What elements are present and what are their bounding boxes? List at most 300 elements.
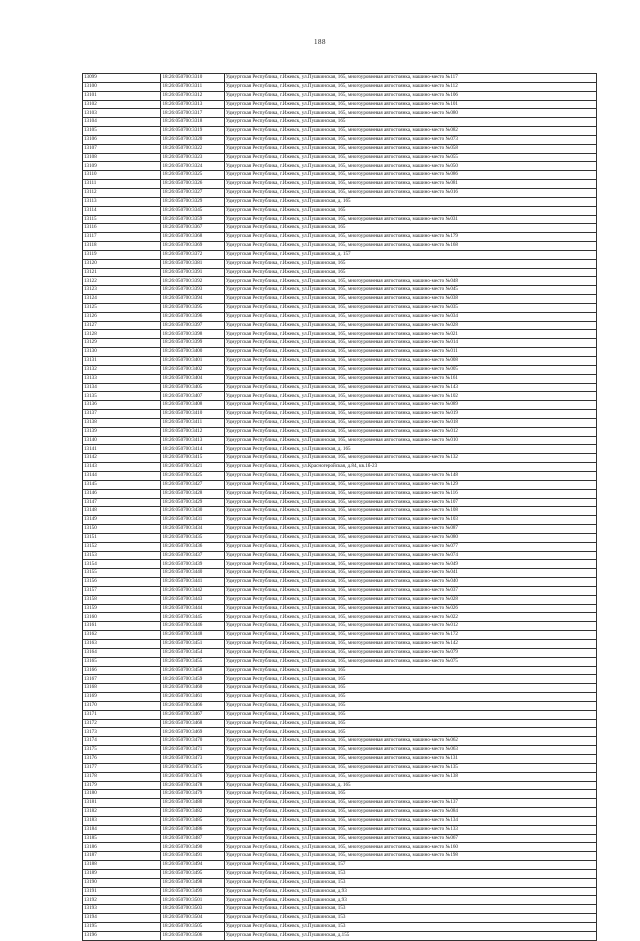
row-number-cell: 13141 (83, 445, 161, 454)
address-cell: Удмуртская Республика, г.Ижевск, ул.Пушкинская, 165 (224, 790, 596, 799)
row-number-cell: 13156 (83, 578, 161, 587)
row-number-cell: 13160 (83, 613, 161, 622)
address-cell: Удмуртская Республика, г.Ижевск, ул.Пушкинская, 165, многоуровневая автостоянка, машино-место №062 (224, 737, 596, 746)
address-cell: Удмуртская Республика, г.Ижевск, ул.Пушкинская, 165, многоуровневая автостоянка, машино-место №089 (224, 401, 596, 410)
cadastral-number-cell: 18:26:050700:3392 (161, 277, 224, 286)
cadastral-number-cell: 18:26:050700:3317 (161, 109, 224, 118)
cadastral-number-cell: 18:26:050700:3404 (161, 374, 224, 383)
row-number-cell: 13180 (83, 790, 161, 799)
address-cell: Удмуртская Республика, г.Ижевск, ул.Пушкинская, 165, многоуровневая автостоянка, машино-место №075 (224, 657, 596, 666)
row-number-cell: 13115 (83, 215, 161, 224)
cadastral-number-cell: 18:26:050700:3444 (161, 604, 224, 613)
address-cell: Удмуртская Республика, г.Ижевск, ул.Пушкинская, 165, многоуровневая автостоянка, машино-место №038 (224, 295, 596, 304)
row-number-cell: 13176 (83, 754, 161, 763)
row-number-cell: 13125 (83, 303, 161, 312)
address-cell: Удмуртская Республика, г.Ижевск, ул.Пушкинская, 165 (224, 710, 596, 719)
table-row (83, 303, 597, 312)
address-cell: Удмуртская Республика, г.Ижевск, ул.Пушкинская, 165 (224, 206, 596, 215)
table-row (83, 825, 597, 834)
row-number-cell: 13106 (83, 135, 161, 144)
cadastral-number-cell: 18:26:050700:3455 (161, 657, 224, 666)
address-cell: Удмуртская Республика, г.Ижевск, ул.Пушкинская, 165, многоуровневая автостоянка, машино-место №077 (224, 542, 596, 551)
table-row (83, 471, 597, 480)
address-cell: Удмуртская Республика, г.Ижевск, ул.Пушкинская, д.155 (224, 931, 596, 940)
cadastral-number-cell: 18:26:050700:3451 (161, 640, 224, 649)
address-cell: Удмуртская Республика, г.Ижевск, ул.Пушкинская, 165, многоуровневая автостоянка, машино-место №012 (224, 622, 596, 631)
table-row (83, 401, 597, 410)
table-row (83, 259, 597, 268)
address-cell: Удмуртская Республика, г.Ижевск, ул.Пушкинская, 165, многоуровневая автостоянка, машино-место №101 (224, 100, 596, 109)
address-cell: Удмуртская Республика, г.Ижевск, ул.Пушкинская, 165 (224, 268, 596, 277)
table-row (83, 286, 597, 295)
row-number-cell: 13178 (83, 772, 161, 781)
row-number-cell: 13194 (83, 914, 161, 923)
row-number-cell: 13152 (83, 542, 161, 551)
table-row (83, 569, 597, 578)
cadastral-number-cell: 18:26:050700:3485 (161, 816, 224, 825)
cadastral-number-cell: 18:26:050700:3506 (161, 931, 224, 940)
cadastral-number-cell: 18:26:050700:3319 (161, 127, 224, 136)
address-cell: Удмуртская Республика, г.Ижевск, ул.Пушкинская, 165, многоуровневая автостоянка, машино-место №011 (224, 348, 596, 357)
address-cell: Удмуртская Республика, г.Ижевск, ул.Пушкинская, 165 (224, 728, 596, 737)
table-row (83, 640, 597, 649)
row-number-cell: 13099 (83, 74, 161, 83)
cadastral-number-cell: 18:26:050700:3345 (161, 206, 224, 215)
row-number-cell: 13102 (83, 100, 161, 109)
cadastral-number-cell: 18:26:050700:3440 (161, 569, 224, 578)
cadastral-number-cell: 18:26:050700:3435 (161, 533, 224, 542)
table-row (83, 542, 597, 551)
row-number-cell: 13187 (83, 852, 161, 861)
table-row (83, 586, 597, 595)
address-cell: Удмуртская Республика, г.Ижевск, ул.Пушкинская, 165, многоуровневая автостоянка, машино-место №034 (224, 312, 596, 321)
cadastral-number-cell: 18:26:050700:3431 (161, 516, 224, 525)
table-row (83, 312, 597, 321)
address-cell: Удмуртская Республика, г.Ижевск, ул.Пушкинская, 165, многоуровневая автостоянка, машино-место №168 (224, 242, 596, 251)
cadastral-number-cell: 18:26:050700:3402 (161, 365, 224, 374)
table-row (83, 675, 597, 684)
table-row (83, 480, 597, 489)
address-cell: Удмуртская Республика, г.Ижевск, ул.Пушкинская, 165, многоуровневая автостоянка, машино-место №012 (224, 427, 596, 436)
row-number-cell: 13111 (83, 180, 161, 189)
cadastral-number-cell: 18:26:050700:3414 (161, 445, 224, 454)
address-cell: Удмуртская Республика, г.Ижевск, ул.Пушкинская, 165, многоуровневая автостоянка, машино-место №198 (224, 852, 596, 861)
address-cell: Удмуртская Республика, г.Ижевск, ул.Пушкинская, 165, многоуровневая автостоянка, машино-место №008 (224, 357, 596, 366)
row-number-cell: 13123 (83, 286, 161, 295)
row-number-cell: 13116 (83, 224, 161, 233)
row-number-cell: 13172 (83, 719, 161, 728)
table-row (83, 109, 597, 118)
row-number-cell: 13183 (83, 816, 161, 825)
address-cell: Удмуртская Республика, г.Ижевск, ул.Пушкинская, 165, многоуровневая автостоянка, машино-место №102 (224, 392, 596, 401)
address-cell: Удмуртская Республика, г.Ижевск, ул.Пушкинская, 153 (224, 914, 596, 923)
address-cell: Удмуртская Республика, г.Ижевск, ул.Пушкинская, 165, многоуровневая автостоянка, машино-место №081 (224, 180, 596, 189)
table-row (83, 878, 597, 887)
row-number-cell: 13184 (83, 825, 161, 834)
cadastral-number-cell: 18:26:050700:3325 (161, 171, 224, 180)
row-number-cell: 13165 (83, 657, 161, 666)
address-cell: Удмуртская Республика, г.Ижевск, ул.Пушкинская, 165, многоуровневая автостоянка, машино-место №028 (224, 595, 596, 604)
cadastral-number-cell: 18:26:050700:3486 (161, 825, 224, 834)
table-row (83, 657, 597, 666)
cadastral-number-cell: 18:26:050700:3459 (161, 675, 224, 684)
cadastral-number-cell: 18:26:050700:3415 (161, 454, 224, 463)
row-number-cell: 13189 (83, 869, 161, 878)
row-number-cell: 13104 (83, 118, 161, 127)
cadastral-number-cell: 18:26:050700:3443 (161, 595, 224, 604)
row-number-cell: 13135 (83, 392, 161, 401)
cadastral-number-cell: 18:26:050700:3501 (161, 896, 224, 905)
cadastral-number-cell: 18:26:050700:3421 (161, 463, 224, 472)
row-number-cell: 13193 (83, 905, 161, 914)
address-cell: Удмуртская Республика, г.Ижевск, ул.Пушкинская, 165, многоуровневая автостоянка, машино-место №040 (224, 578, 596, 587)
row-number-cell: 13112 (83, 188, 161, 197)
row-number-cell: 13188 (83, 861, 161, 870)
row-number-cell: 13186 (83, 843, 161, 852)
cadastral-number-cell: 18:26:050700:3311 (161, 82, 224, 91)
address-cell: Удмуртская Республика, г.Ижевск, ул.Пушкинская, 165 (224, 118, 596, 127)
address-cell: Удмуртская Республика, г.Ижевск, ул.Пушкинская, 165, многоуровневая автостоянка, машино-место №050 (224, 162, 596, 171)
cadastral-number-cell: 18:26:050700:3470 (161, 737, 224, 746)
table-row (83, 781, 597, 790)
cadastral-number-cell: 18:26:050700:3491 (161, 852, 224, 861)
address-cell: Удмуртская Республика, г.Ижевск, ул.Пушкинская, 153 (224, 923, 596, 932)
address-cell: Удмуртская Республика, г.Ижевск, ул.Пушкинская, 165, многоуровневая автостоянка, машино-место №108 (224, 507, 596, 516)
table-row (83, 516, 597, 525)
address-cell: Удмуртская Республика, г.Ижевск, ул.Пушкинская, 165, многоуровневая автостоянка, машино-место №074 (224, 551, 596, 560)
address-cell: Удмуртская Республика, г.Ижевск, ул.Пушкинская, 165 (224, 666, 596, 675)
page-number: 188 (314, 38, 326, 46)
cadastral-number-cell: 18:26:050700:3434 (161, 525, 224, 534)
address-cell: Удмуртская Республика, г.Ижевск, ул.Пушкинская, 165 (224, 701, 596, 710)
row-number-cell: 13119 (83, 250, 161, 259)
table-row (83, 861, 597, 870)
table-row (83, 330, 597, 339)
row-number-cell: 13169 (83, 693, 161, 702)
table-row (83, 233, 597, 242)
row-number-cell: 13151 (83, 533, 161, 542)
row-number-cell: 13126 (83, 312, 161, 321)
table-row (83, 436, 597, 445)
address-cell: Удмуртская Республика, г.Ижевск, ул.Пушкинская, д. 165 (224, 197, 596, 206)
address-cell: Удмуртская Республика, г.Ижевск, ул.Пушкинская, 165, многоуровневая автостоянка, машино-место №172 (224, 631, 596, 640)
table-row (83, 666, 597, 675)
row-number-cell: 13163 (83, 640, 161, 649)
row-number-cell: 13191 (83, 887, 161, 896)
address-cell: Удмуртская Республика, г.Ижевск, ул.Пушкинская, 165, многоуровневая автостоянка, машино-место №058 (224, 144, 596, 153)
cadastral-number-cell: 18:26:050700:3505 (161, 923, 224, 932)
table-row (83, 498, 597, 507)
table-row (83, 595, 597, 604)
row-number-cell: 13171 (83, 710, 161, 719)
table-row (83, 224, 597, 233)
table-row (83, 914, 597, 923)
address-cell: Удмуртская Республика, г.Ижевск, ул.Пушкинская, 165, многоуровневая автостоянка, машино-место №160 (224, 843, 596, 852)
address-cell: Удмуртская Республика, г.Ижевск, ул.Пушкинская, 165, многоуровневая автостоянка, машино-место №134 (224, 816, 596, 825)
cadastral-number-cell: 18:26:050700:3425 (161, 471, 224, 480)
row-number-cell: 13124 (83, 295, 161, 304)
cadastral-number-cell: 18:26:050700:3427 (161, 480, 224, 489)
address-cell: Удмуртская Республика, г.Ижевск, ул.Пушкинская, 165 (224, 224, 596, 233)
address-cell: Удмуртская Республика, г.Ижевск, ул.Пушкинская, 165, многоуровневая автостоянка, машино-место №106 (224, 91, 596, 100)
table-row (83, 242, 597, 251)
cadastral-number-cell: 18:26:050700:3413 (161, 436, 224, 445)
table-row (83, 197, 597, 206)
address-cell: Удмуртская Республика, г.Ижевск, ул.Пушкинская, 165, многоуровневая автостоянка, машино-место №086 (224, 171, 596, 180)
address-cell: Удмуртская Республика, г.Ижевск, ул.Пушкинская, 165, многоуровневая автостоянка, машино-место №041 (224, 569, 596, 578)
address-cell: Удмуртская Республика, г.Ижевск, ул.Пушкинская, 165, многоуровневая автостоянка, машино-место №179 (224, 233, 596, 242)
cadastral-number-cell: 18:26:050700:3442 (161, 586, 224, 595)
table-row (83, 427, 597, 436)
cadastral-number-cell: 18:26:050700:3396 (161, 312, 224, 321)
row-number-cell: 13166 (83, 666, 161, 675)
table-row (83, 869, 597, 878)
cadastral-number-cell: 18:26:050700:3399 (161, 339, 224, 348)
row-number-cell: 13136 (83, 401, 161, 410)
row-number-cell: 13158 (83, 595, 161, 604)
row-number-cell: 13118 (83, 242, 161, 251)
register-body (83, 74, 597, 941)
address-cell: Удмуртская Республика, г.Ижевск, ул.Пушкинская, 165, многоуровневая автостоянка, машино-место №010 (224, 436, 596, 445)
row-number-cell: 13117 (83, 233, 161, 242)
table-row (83, 808, 597, 817)
table-row (83, 931, 597, 940)
register-table (82, 73, 597, 941)
row-number-cell: 13192 (83, 896, 161, 905)
address-cell: Удмуртская Республика, г.Ижевск, ул.Пушкинская, 165, многоуровневая автостоянка, машино-место №137 (224, 799, 596, 808)
cadastral-number-cell: 18:26:050700:3445 (161, 613, 224, 622)
cadastral-number-cell: 18:26:050700:3448 (161, 631, 224, 640)
table-row (83, 206, 597, 215)
table-row (83, 887, 597, 896)
address-cell: Удмуртская Республика, г.Ижевск, ул.Пушкинская, д.93 (224, 896, 596, 905)
cadastral-number-cell: 18:26:050700:3495 (161, 869, 224, 878)
address-cell: Удмуртская Республика, г.Ижевск, ул.Пушкинская, д. 157 (224, 250, 596, 259)
cadastral-number-cell: 18:26:050700:3482 (161, 808, 224, 817)
address-cell: Удмуртская Республика, г.Ижевск, ул.Пушкинская, 153 (224, 905, 596, 914)
table-row (83, 162, 597, 171)
row-number-cell: 13138 (83, 418, 161, 427)
row-number-cell: 13139 (83, 427, 161, 436)
address-cell: Удмуртская Республика, г.Ижевск, ул.Пушкинская, 165 (224, 259, 596, 268)
row-number-cell: 13162 (83, 631, 161, 640)
address-cell: Удмуртская Республика, г.Ижевск, ул.Пушкинская, 165, многоуровневая автостоянка, машино-место №143 (224, 383, 596, 392)
table-row (83, 410, 597, 419)
address-cell: Удмуртская Республика, г.Ижевск, ул.Пушкинская, 165, многоуровневая автостоянка, машино-место №073 (224, 135, 596, 144)
table-row (83, 790, 597, 799)
cadastral-number-cell: 18:26:050700:3503 (161, 905, 224, 914)
row-number-cell: 13164 (83, 648, 161, 657)
address-cell: Удмуртская Республика, г.Ижевск, ул.Пушкинская, 165, многоуровневая автостоянка, машино-место №079 (224, 648, 596, 657)
address-cell: Удмуртская Республика, г.Ижевск, ул.Пушкинская, 165, многоуровневая автостоянка, машино-место №055 (224, 153, 596, 162)
cadastral-number-cell: 18:26:050700:3480 (161, 799, 224, 808)
address-cell: Удмуртская Республика, г.Ижевск, ул.Пушкинская, 153 (224, 878, 596, 887)
row-number-cell: 13105 (83, 127, 161, 136)
address-cell: Удмуртская Республика, г.Ижевск, ул.Пушкинская, 165, многоуровневая автостоянка, машино-место №103 (224, 516, 596, 525)
cadastral-number-cell: 18:26:050700:3326 (161, 180, 224, 189)
table-row (83, 754, 597, 763)
address-cell: Удмуртская Республика, г.Ижевск, ул.Пушкинская, 165, многоуровневая автостоянка, машино-место №082 (224, 127, 596, 136)
table-row (83, 215, 597, 224)
row-number-cell: 13129 (83, 339, 161, 348)
table-row (83, 277, 597, 286)
address-cell: Удмуртская Республика, г.Ижевск, ул.Пушкинская, 165, многоуровневая автостоянка, машино-место №028 (224, 321, 596, 330)
table-row (83, 507, 597, 516)
cadastral-number-cell: 18:26:050700:3461 (161, 693, 224, 702)
cadastral-number-cell: 18:26:050700:3400 (161, 348, 224, 357)
row-number-cell: 13179 (83, 781, 161, 790)
row-number-cell: 13110 (83, 171, 161, 180)
row-number-cell: 13190 (83, 878, 161, 887)
row-number-cell: 13142 (83, 454, 161, 463)
address-cell: Удмуртская Республика, г.Ижевск, ул.Пушкинская, 165, многоуровневая автостоянка, машино-место №133 (224, 825, 596, 834)
cadastral-number-cell: 18:26:050700:3441 (161, 578, 224, 587)
cadastral-number-cell: 18:26:050700:3499 (161, 887, 224, 896)
address-cell: Удмуртская Республика, г.Ижевск, ул.Пушкинская, 165, многоуровневая автостоянка, машино-место №049 (224, 560, 596, 569)
cadastral-number-cell: 18:26:050700:3397 (161, 321, 224, 330)
row-number-cell: 13159 (83, 604, 161, 613)
address-cell: Удмуртская Республика, г.Ижевск, ул.Пушкинская, 165, многоуровневая автостоянка, машино-место №031 (224, 215, 596, 224)
address-cell: Удмуртская Республика, г.Ижевск, ул.Пушкинская, 165, многоуровневая автостоянка, машино-место №048 (224, 277, 596, 286)
cadastral-number-cell: 18:26:050700:3458 (161, 666, 224, 675)
address-cell: Удмуртская Республика, г.Ижевск, ул.Пушкинская, 165, многоуровневая автостоянка, машино-место №135 (224, 763, 596, 772)
cadastral-number-cell: 18:26:050700:3504 (161, 914, 224, 923)
table-row (83, 923, 597, 932)
address-cell: Удмуртская Республика, г.Ижевск, ул.Пушкинская, 165, многоуровневая автостоянка, машино-место №084 (224, 808, 596, 817)
table-row (83, 533, 597, 542)
row-number-cell: 13161 (83, 622, 161, 631)
address-cell: Удмуртская Республика, г.Ижевск, ул.Пушкинская, 165, многоуровневая автостоянка, машино-место №022 (224, 613, 596, 622)
row-number-cell: 13114 (83, 206, 161, 215)
table-row (83, 551, 597, 560)
address-cell: Удмуртская Республика, г.Ижевск, ул.Пушкинская, 165, многоуровневая автостоянка, машино-место №080 (224, 533, 596, 542)
cadastral-number-cell: 18:26:050700:3437 (161, 551, 224, 560)
table-row (83, 578, 597, 587)
row-number-cell: 13127 (83, 321, 161, 330)
row-number-cell: 13108 (83, 153, 161, 162)
row-number-cell: 13103 (83, 109, 161, 118)
cadastral-number-cell: 18:26:050700:3312 (161, 91, 224, 100)
table-row (83, 728, 597, 737)
row-number-cell: 13155 (83, 569, 161, 578)
row-number-cell: 13185 (83, 834, 161, 843)
cadastral-number-cell: 18:26:050700:3467 (161, 710, 224, 719)
address-cell: Удмуртская Республика, г.Ижевск, ул.Пушкинская, 165, многоуровневая автостоянка, машино-место №035 (224, 303, 596, 312)
table-row (83, 843, 597, 852)
cadastral-number-cell: 18:26:050700:3329 (161, 197, 224, 206)
table-row (83, 295, 597, 304)
cadastral-number-cell: 18:26:050700:3401 (161, 357, 224, 366)
row-number-cell: 13174 (83, 737, 161, 746)
table-row (83, 118, 597, 127)
row-number-cell: 13140 (83, 436, 161, 445)
table-row (83, 648, 597, 657)
table-row (83, 737, 597, 746)
cadastral-number-cell: 18:26:050700:3454 (161, 648, 224, 657)
cadastral-number-cell: 18:26:050700:3359 (161, 215, 224, 224)
cadastral-number-cell: 18:26:050700:3411 (161, 418, 224, 427)
cadastral-number-cell: 18:26:050700:3322 (161, 144, 224, 153)
row-number-cell: 13182 (83, 808, 161, 817)
cadastral-number-cell: 18:26:050700:3405 (161, 383, 224, 392)
address-cell: Удмуртская Республика, г.Ижевск, ул.Пушкинская, 165, многоуровневая автостоянка, машино-место №087 (224, 525, 596, 534)
table-row (83, 631, 597, 640)
cadastral-number-cell: 18:26:050700:3372 (161, 250, 224, 259)
row-number-cell: 13120 (83, 259, 161, 268)
table-row (83, 153, 597, 162)
table-row (83, 100, 597, 109)
cadastral-number-cell: 18:26:050700:3310 (161, 74, 224, 83)
address-cell: Удмуртская Республика, г.Ижевск, ул.Пушкинская, 165 (224, 684, 596, 693)
table-row (83, 365, 597, 374)
table-row (83, 74, 597, 83)
row-number-cell: 13130 (83, 348, 161, 357)
row-number-cell: 13143 (83, 463, 161, 472)
table-row (83, 816, 597, 825)
cadastral-number-cell: 18:26:050700:3393 (161, 286, 224, 295)
address-cell: Удмуртская Республика, г.Ижевск, ул.Пушкинская, 165, многоуровневая автостоянка, машино-место №132 (224, 454, 596, 463)
row-number-cell: 13149 (83, 516, 161, 525)
table-row (83, 91, 597, 100)
address-cell: Удмуртская Республика, г.Ижевск, ул.Пушкинская, 165 (224, 719, 596, 728)
cadastral-number-cell: 18:26:050700:3469 (161, 728, 224, 737)
cadastral-number-cell: 18:26:050700:3439 (161, 560, 224, 569)
address-cell: Удмуртская Республика, г.Ижевск, ул.Красногеройская, д.84, кв.1б-23 (224, 463, 596, 472)
address-cell: Удмуртская Республика, г.Ижевск, ул.Пушкинская, 165 (224, 675, 596, 684)
table-row (83, 710, 597, 719)
address-cell: Удмуртская Республика, г.Ижевск, ул.Пушкинская, 165, многоуровневая автостоянка, машино-место №117 (224, 74, 596, 83)
cadastral-number-cell: 18:26:050700:3313 (161, 100, 224, 109)
table-row (83, 896, 597, 905)
table-row (83, 268, 597, 277)
table-row (83, 684, 597, 693)
table-row (83, 339, 597, 348)
address-cell: Удмуртская Республика, г.Ижевск, ул.Пушкинская, 165, многоуровневая автостоянка, машино-место №131 (224, 754, 596, 763)
table-row (83, 454, 597, 463)
row-number-cell: 13109 (83, 162, 161, 171)
cadastral-number-cell: 18:26:050700:3327 (161, 188, 224, 197)
table-row (83, 127, 597, 136)
cadastral-number-cell: 18:26:050700:3446 (161, 622, 224, 631)
cadastral-number-cell: 18:26:050700:3436 (161, 542, 224, 551)
row-number-cell: 13132 (83, 365, 161, 374)
cadastral-number-cell: 18:26:050700:3468 (161, 719, 224, 728)
row-number-cell: 13122 (83, 277, 161, 286)
table-row (83, 489, 597, 498)
row-number-cell: 13177 (83, 763, 161, 772)
row-number-cell: 13121 (83, 268, 161, 277)
row-number-cell: 13175 (83, 746, 161, 755)
cadastral-number-cell: 18:26:050700:3323 (161, 153, 224, 162)
table-row (83, 746, 597, 755)
address-cell: Удмуртская Республика, г.Ижевск, ул.Пушкинская, 165, многоуровневая автостоянка, машино-место №016 (224, 188, 596, 197)
table-row (83, 799, 597, 808)
table-row (83, 418, 597, 427)
cadastral-number-cell: 18:26:050700:3471 (161, 746, 224, 755)
table-row (83, 250, 597, 259)
row-number-cell: 13133 (83, 374, 161, 383)
cadastral-number-cell: 18:26:050700:3478 (161, 781, 224, 790)
cadastral-number-cell: 18:26:050700:3408 (161, 401, 224, 410)
row-number-cell: 13153 (83, 551, 161, 560)
row-number-cell: 13113 (83, 197, 161, 206)
table-row (83, 321, 597, 330)
table-row (83, 719, 597, 728)
table-row (83, 604, 597, 613)
address-cell: Удмуртская Республика, г.Ижевск, ул.Пушкинская, 165, многоуровневая автостоянка, машино-место №037 (224, 586, 596, 595)
cadastral-number-cell: 18:26:050700:3494 (161, 861, 224, 870)
table-row (83, 905, 597, 914)
